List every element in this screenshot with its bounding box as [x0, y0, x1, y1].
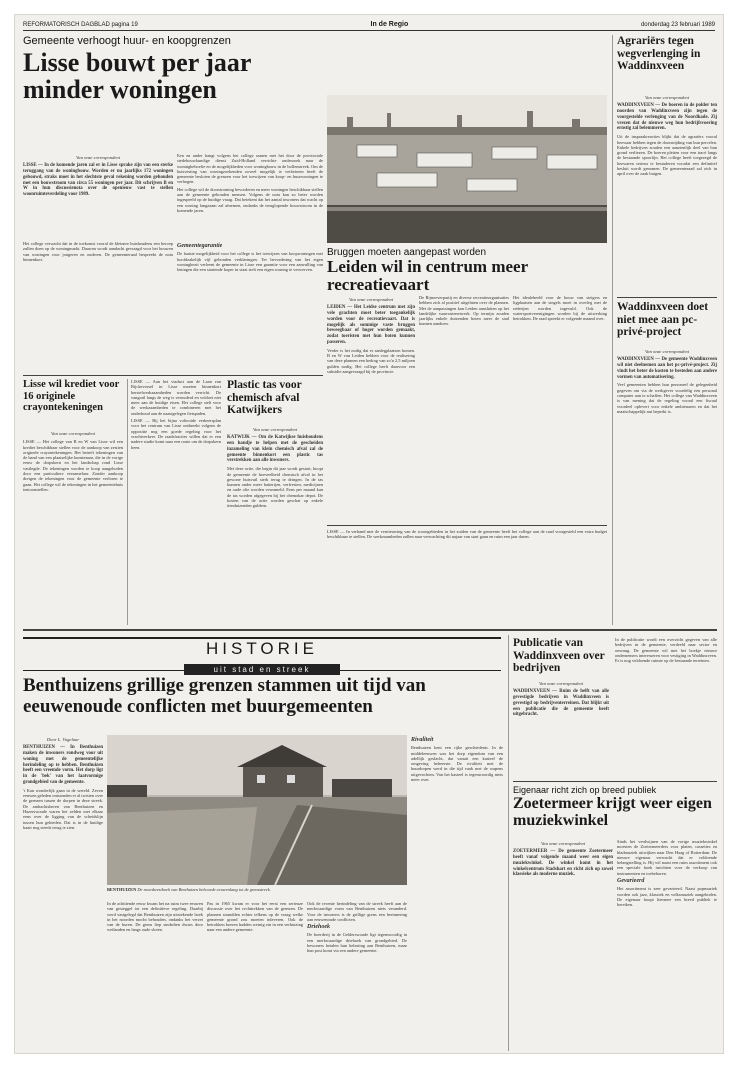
publicatie-headline: Publicatie van Waddinxveen over bedrijven [513, 637, 605, 674]
katwijk-headline: Plastic tas voor chemisch afval Katwijkers [227, 379, 302, 416]
section-divider [23, 629, 717, 631]
harbor-photo [327, 95, 607, 243]
short-item-1: LISSE — Aan het viaduct aan de Laan van Rijckevorsel in Lisse moeten binnenkort herstelwerkzaamheden worden verricht. De vangrail langs de weg is verouderd en voldoet niet meer aan de huidige eisen. Het college stelt voor de werkzaamheden te combineren met het onderhoud aan de naastgelegen fietspaden. [131, 379, 221, 416]
lisse-body-1: Een en ander hangt volgens het college samen met het door de provinciale stedebouwkundige dienst Zuid-Holland verrichte onderzoek naar de woningbehoefte en de mogelijkheden voor woningbouw in de bollenstreek. Om de huisvesting van woningzoekenden zoveel mogelijk te verbeteren heeft de gemeente besloten de grenzen voor het toewijzen van koop- en huurwoningen te verhogen. [177, 153, 323, 185]
benthuizen-photo [107, 735, 407, 885]
pvp-lede: WADDINXVEEN — De gemeente Waddinxveen wil niet deelnemen aan het pc-privé-project. Zij vindt het beter de kosten te besteden aan andere vormen van automatisering. [617, 357, 717, 380]
historie-banner [23, 637, 501, 674]
masthead-left: REFORMATORISCH DAGBLAD pagina 19 [23, 21, 138, 28]
pvp-body [617, 347, 717, 547]
leiden-col-1 [327, 295, 415, 523]
leiden-col-2 [419, 295, 509, 523]
zoeter-subhead: Gevarieerd [617, 878, 645, 885]
lisse-byline: Van onze correspondent [76, 155, 120, 160]
leiden-body-2: De Rijnoeverpartij en diverse recreatieorganisaties hebben zich al positief uitgelaten over de plannen. Met de aanpassingen kan Leiden aansluiten op het landelijke vaarroutenetwerk. Op termijn zouden jaarlijks enkele duizenden boten meer de stad kunnen aandoen. [419, 295, 509, 327]
benthuizen-body-5: Benthuizen kent een rijke geschiedenis. In de middeleeuwen was het dorp eigendom van een adellijk geslacht, dat vanuit een kasteel de omgeving beheerste. De rivaliteit met de buurdorpen werd in die tijd vaak met de wapens uitgevochten. Van het kasteel is tegenwoordig niets meer over. [411, 745, 503, 783]
lissewil-headline-block [23, 379, 123, 427]
lisse-subhead: Gemeentegarantie [177, 243, 223, 249]
lisse-col-3 [23, 241, 173, 371]
pvp-headline-block [617, 301, 717, 345]
benthuizen-body-4: Ook de recente herindeling van de streek heeft aan de merkwaardige vorm van Benthuizen niets veranderd. Voor de inwoners is de grillige grens een herinnering aan eeuwenoude conflicten. [307, 901, 407, 922]
benthuizen-body-3: Pas in 1965 kwam er voor het eerst een serieuze discussie over het rechttrekken van de grenzen. De plannen strandden echter telkens op de vraag welke gemeente grond zou moeten inleveren. Ook de betrokken boeren hadden weinig zin in een verhuizing naar een andere gemeente. [207, 901, 303, 933]
lissewil-byline: Van onze correspondent [51, 431, 95, 436]
zoeter-col-1 [513, 839, 613, 1051]
publicatie-byline: Van onze correspondent [539, 681, 583, 686]
right-column-rule [612, 35, 613, 625]
katwijk-body-text: Met deze actie, die begin dit jaar wordt gestart, hoopt de gemeente de hoeveelheid chemisch afval in het gewone huisvuil sterk terug te dringen. In de tas kunnen onder meer batterijen, verfresten, medicijnen en oude olie worden verzameld. Eens per maand kan de tas worden afgegeven bij het chemokar depot. De kosten van de actie worden geschat op enkele tienduizenden guldens. [227, 466, 323, 509]
agrariers-byline: Van onze correspondent [645, 95, 689, 100]
benthuizen-subhead-1: Rivaliteit [411, 737, 434, 743]
zoeter-body-text: Sinds het verdwijnen van de vorige muziekwinkel moesten de Zoetermeerders voor platen, cassettes en bladmuziek uitwijken naar Den Haag of Rotterdam. De nieuwe eigenaar verwacht dat er voldoende belangstelling is. Hij wil naast een ruim assortiment ook een speciale hoek inrichten voor de verkoop van instrumenten en toebehoren. [617, 839, 717, 876]
harbor-photo-image [327, 95, 607, 243]
masthead [23, 19, 715, 31]
lissewil-rule [23, 375, 323, 376]
agrariers-lede: WADDINXVEEN — De boeren in de polder ten noorden van Waddinxveen zijn tegen de voorgestelde verlenging van de Noordkade. Zij vrezen dat de nieuwe weg hun bedrijfsvoering ernstig zal belemmeren. [617, 103, 717, 132]
lisse-kicker: Gemeente verhoogt huur- en koopgrenzen [23, 35, 231, 47]
benthuizen-caption-text: De noordwesthoek van Benthuizen behoorde eeuwenlang tot de grensstreek. [137, 887, 271, 892]
lisse-body-2: Het college wil de doorstroming bevorderen en meer woningen beschikbaar stellen aan de gemeente gebonden mensen. Volgens de nota kan zo beter worden ingespeeld op de huidige vraag. Dat betekent dat het aantal inwoners dat wacht op een woning langzaam zal afnemen, ondanks de teruglopende bouwstroom in de komende jaren. [177, 186, 323, 213]
agrariers-body-text: Uit de inspraakreacties blijkt dat de agrariërs vooral bezwaar hebben tegen de doorsnijding van hun percelen. Enkele bedrijven zouden een aanzienlijk deel van hun grond verliezen. De boeren pleiten voor een tracé langs de bestaande spoorlijn. Het college heeft toegezegd de bezwaren serieus te bestuderen voordat een definitief besluit wordt genomen. De gemeenteraad zal zich in april over de zaak buigen. [617, 134, 717, 177]
lisse-col-4 [177, 241, 323, 301]
benthuizen-body-6: De boerderij in de Gelderswoude ligt tegenwoordig in een merkwaardige driehoek van grondgebied. De bewoners betalen hun belasting aan Benthuizen, maar hun post komt via een andere gemeente. [307, 932, 407, 954]
benthuizen-col-2 [107, 901, 203, 1051]
leiden-headline-block [327, 247, 607, 294]
publicatie-body-text: In de publicatie wordt een overzicht gegeven van alle bedrijven in de gemeente, verdeeld naar sector en omvang. De gemeente wil met het boekje nieuwe ondernemers interesseren voor vestiging in Waddinxveen. Er is nog voldoende ruimte op de bestaande terreinen. [615, 637, 717, 664]
leiden-body-1: Verder is het nodig dat er aanlegplaatsen komen. B en W van Leiden hebben voor de realisering van deze plannen een bedrag van zo'n 2,5 miljoen gulden nodig. Het college heeft daarvoor een subsidie aangevraagd bij de provincie. [327, 347, 415, 375]
zoeter-headline: Zoetermeer krijgt weer eigen muziekwinkel [513, 795, 712, 829]
historie-subtitle: uit stad en streek [184, 664, 341, 675]
lissewil-body-text: LISSE — Het college van B en W van Lisse wil een krediet beschikbaar stellen voor de aankoop van zestien originele crayontekeningen. Het betreft tekeningen van de hand van een plaatselijke kunstenaar, die in de vorige eeuw de dorpskern en het landschap rond Lisse vastlegde. De tekeningen worden te koop aangeboden door een particuliere verzamelaar. Zonder aankoop dreigen de tekeningen voor de gemeente verloren te gaan. Het college wil de tekeningen in het gemeentehuis tentoonstellen. [23, 439, 123, 492]
agrariers-headline: Agrariërs tegen wegverlenging in Waddinxveen [617, 35, 701, 72]
benthuizen-body-1: 't Kan wonderlijk gaan in de wereld. Zeven eeuwen geleden ontstonden er al twisten over de grenzen tussen de dorpen in deze streek. De ambachtsheren van Benthuizen en Hazerswoude waren het zelden met elkaar eens over de ligging van de scheidslijn tussen hun gebieden. Dat is in de huidige kaart nog steeds terug te zien. [23, 787, 103, 830]
historie-title: HISTORIE [206, 639, 318, 658]
lisse-headline-block [23, 35, 323, 104]
benthuizen-col-4 [307, 901, 407, 1051]
newspaper-page [14, 14, 724, 1054]
agrariers-headline-block [617, 35, 717, 91]
agrariers-body [617, 93, 717, 293]
lisse-lede: LISSE — In de komende jaren zal er in Lisse sprake zijn van een sterke teruggang van de woningbouw. Worden er nu jaarlijks 172 woningen gebouwd, straks moet in het slechtste geval rekening worden gehouden met een bouwstroom van circa 55 woningen per jaar. Dit schrijven B en W in hun discussienota over de openieuw vast te stellen woonruimteverdeling voor 1989. [23, 163, 173, 198]
katwijk-body [227, 425, 323, 625]
benthuizen-lede: BENTHUIZEN — In Benthuizen maken de inwoners rondweg voor uit woning met de gemeentelijke herindeling op te hebben. Benthuizen heeft een vreemde vorm. Het dorp ligt in de 'bek' van het laatvormige grondgebied van de gemeente. [23, 745, 103, 786]
publicatie-lede: WADDINXVEEN — Ruim de helft van alle gevestigde bedrijven in Waddinxveen is gevestigd op bedrijventerreinen. Dat blijkt uit een publicatie die de gemeente heeft uitgebracht. [513, 689, 609, 718]
zoeter-headline-block [513, 785, 717, 835]
benthuizen-headline-block [23, 675, 503, 731]
lissewil-body [23, 429, 123, 625]
benthuizen-body-2: In de achttiende eeuw kwam het na ruim twee eeuwen van gesteggel tot een definitieve regeling. Daarbij werd vastgelegd dat Benthuizen zijn uitstekende hoek in het noorden mocht behouden, ondanks het verzet van de buren. De grens liep sindsdien dwars door weilanden en langs oude sloten. [107, 901, 203, 933]
lisse-note-text: LISSE — In verband met de vernieuwing van de woongebieden in het zuiden van de gemeente heeft het college aan de raad voorgesteld een extra budget beschikbaar te stellen. De werkzaamheden zullen naar verwachting dit najaar van start gaan en ruim een jaar duren. [327, 529, 607, 540]
publicatie-headline-block [513, 637, 609, 677]
lisse-col-2 [177, 153, 323, 237]
benthuizen-caption [107, 887, 407, 899]
publicatie-body-2 [615, 637, 717, 777]
pvp-headline: Waddinxveen doet niet mee aan pc-privé-project [617, 301, 709, 338]
benthuizen-author: Door L. Vogelaar [46, 737, 80, 742]
leiden-headline: Leiden wil in centrum meer recreatievaart [327, 257, 528, 294]
benthuizen-subhead-2: Driehoek [307, 924, 330, 931]
zoeter-body-2: Het assortiment is zeer gevarieerd. Naast popmuziek worden ook jazz, klassiek en volksmuziek aangeboden. De eigenaar hoopt hiermee een breed publiek te bereiken. [617, 886, 717, 908]
mid-column-rule [127, 379, 128, 625]
masthead-date: donderdag 23 februari 1989 [640, 21, 715, 28]
publicatie-body [513, 679, 609, 775]
short-item-2: LISSE — Bij het bijna voltooide verkeersplan voor het centrum van Lisse ontbreekt volgens de oppositie nog een goede regeling voor het vrachtverkeer. De raadsfracties willen dat er een nadere studie komt naar een route om de dorpskern heen. [131, 418, 221, 450]
zoeter-kicker: Eigenaar richt zich op breed publiek [513, 785, 657, 795]
lisse-body-4: De laatste mogelijkheid voor het college is het toewijzen van koopwoningen met hoofdzakelijk vijf gebonden verklaringen. Ter bevordering van het eigen woningbezit verleent de gemeente in Lisse een garantie voor een aanvulling van leningen die een startende koper in staat stelt een eigen woning te verwerven. [177, 251, 323, 273]
leiden-col-3 [513, 295, 607, 523]
zoeter-byline: Van onze correspondent [541, 841, 585, 846]
leiden-body-3: Het idealebeeld voor de bouw van steigers en ligplaatsen aan de singels moet in overleg met de rederijen worden ingevuld. Ook de watersportverenigingen worden bij de uitwerking betrokken. De raad spreekt er volgende maand over. [513, 295, 607, 322]
zoeter-col-2 [617, 839, 717, 1051]
pvp-body-text: Veel gemeenten hebben hun personeel de gelegenheid gegeven om via de werkgever voordelig een personal computer aan te schaffen. Het college van Waddinxveen is van mening dat de regeling vooral een fiscaal voordeel oplevert voor enkele ambtenaren en dat het maatschappelijk nut beperkt is. [617, 382, 717, 414]
leiden-rule [327, 525, 607, 526]
zoeter-rule [513, 781, 717, 782]
lissewil-headline: Lisse wil krediet voor 16 originele crayontekeningen [23, 379, 120, 413]
benthuizen-col-1 [23, 735, 103, 1051]
benthuizen-col-3 [207, 901, 303, 1051]
lisse-headline: Lisse bouwt per jaar minder woningen [23, 48, 251, 104]
zoeter-lede: ZOETERMEER — De gemeente Zoetermeer heeft vanaf volgende maand weer een eigen muziekwinkel. De winkel komt in het winkelcentrum Stadshart en richt zich op zowel klassieke als moderne muziek. [513, 849, 613, 878]
lower-right-rule [508, 635, 509, 1051]
katwijk-byline: Van onze correspondent [253, 427, 297, 432]
lisse-note [327, 529, 607, 563]
leiden-kicker: Bruggen moeten aangepast worden [327, 247, 487, 258]
lisse-left-col [23, 153, 173, 237]
benthuizen-headline: Benthuizens grillige grenzen stammen uit tijd van eeuwenoude conflicten met buurgemeenten [23, 675, 426, 717]
pvp-byline: Van onze correspondent [645, 349, 689, 354]
benthuizen-caption-place: BENTHUIZEN [107, 887, 137, 892]
katwijk-headline-block [227, 379, 323, 423]
leiden-lede: LEIDEN — Het Leidse centrum met zijn vele grachten moet beter toegankelijk worden voor de recreatievaart. Dat is mogelijk als sommige vaste bruggen beweegbaar of hoger worden gemaakt, zodat toeristen met hun boten kunnen passeren. [327, 305, 415, 346]
pvp-rule [617, 297, 717, 298]
katwijk-lede: KATWIJK — Om de Katwijkse huishoudens een handje te helpen met de gescheiden inzameling van klein chemisch afval zal de gemeente binnenkort een plastic tas verstrekken aan alle inwoners. [227, 435, 323, 464]
short-items-col [131, 379, 221, 625]
leiden-byline: Van onze correspondent [349, 297, 393, 302]
section-title: In de Regio [370, 21, 409, 28]
benthuizen-col-5 [411, 735, 503, 1051]
lisse-body-3: Het college verwacht dat in de toekomst vooral de kleinere huishoudens een beroep zullen doen op de woningmarkt. Daarom wordt aandacht gevraagd voor het bouwen van woningen voor jongeren en ouderen. De gemeenteraad bespreekt de nota binnenkort. [23, 241, 173, 262]
benthuizen-photo-image [107, 735, 407, 885]
